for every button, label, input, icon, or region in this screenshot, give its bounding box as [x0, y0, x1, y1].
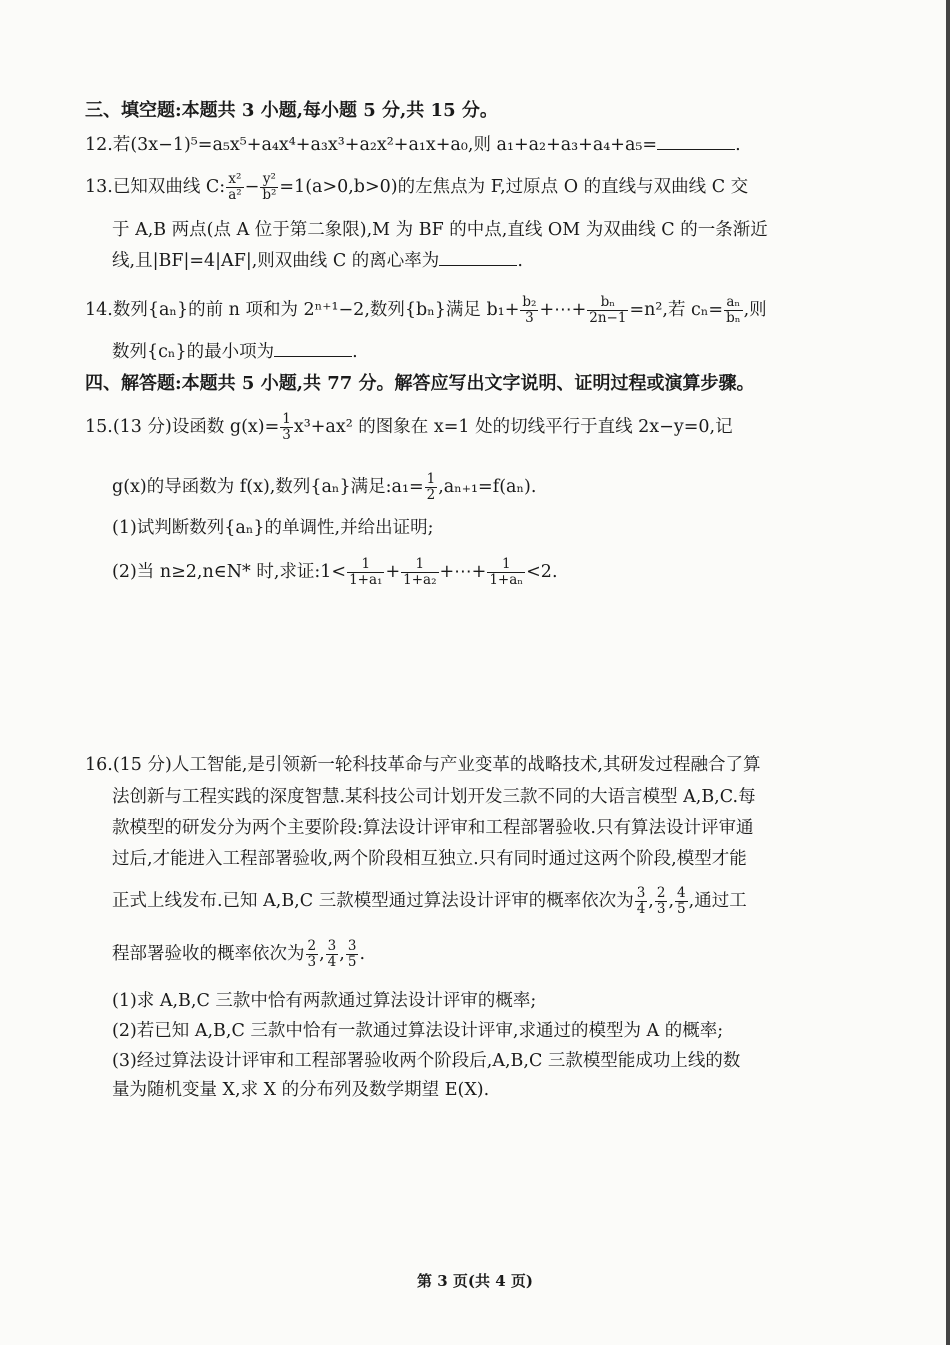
question-14-line1	[85, 295, 872, 326]
q13-frac-y2-b2	[260, 172, 278, 203]
q13-end: .	[517, 251, 523, 271]
frac-den: 5	[347, 954, 357, 970]
frac-den: 3	[307, 954, 317, 970]
frac-den: 2n−1	[589, 310, 627, 326]
frac-den: 5	[677, 901, 686, 917]
q15-frac-1-3	[280, 412, 293, 443]
frac-num: 1	[401, 557, 438, 573]
q14-part-c: ,则	[743, 300, 767, 320]
frac-num: bₙ	[587, 295, 628, 311]
question-13-line1	[85, 172, 872, 203]
question-16-line3: 款模型的研发分为两个主要阶段:算法设计评审和工程部署验收.只有算法设计评审通	[112, 818, 754, 838]
question-16-part2: (2)若已知 A,B,C 三款中恰有一款通过算法设计评审,求通过的模型为 A 的概率;	[112, 1021, 724, 1041]
frac-num: 1	[282, 411, 291, 427]
frac-num: 4	[677, 885, 686, 901]
question-16-line4: 过后,才能进入工程部署验收,两个阶段相互独立.只有同时通过这两个阶段,模型才能	[112, 849, 747, 869]
q16-line5-b: ,通过工	[688, 891, 747, 911]
q14-part-a: 14.数列{aₙ}的前 n 项和为 2ⁿ⁺¹−2,数列{bₙ}满足 b₁+	[85, 300, 520, 320]
q16-pa-1	[635, 886, 648, 917]
q12-text: 12.若(3x−1)⁵=a₅x⁵+a₄x⁴+a₃x³+a₂x²+a₁x+a₀,则 a₁+a₂+a₃+a₄+a₅=	[85, 135, 658, 155]
q14-part-b: =n²,若 cₙ=	[629, 300, 724, 320]
question-16-part3b: 量为随机变量 X,求 X 的分布列及数学期望 E(X).	[112, 1080, 490, 1100]
q13-minus: −	[244, 177, 260, 197]
question-16-line6	[112, 939, 872, 970]
q16-pb-3	[346, 939, 359, 970]
question-13-line3	[112, 248, 872, 274]
question-16-line5	[112, 886, 872, 917]
q15-term-2	[401, 557, 438, 588]
question-16-line1: 16.(15 分)人工智能,是引领新一轮科技革命与产业变革的战略技术,其研发过程融合了算	[85, 755, 761, 775]
frac-num: 1	[347, 557, 384, 573]
q15-part2-a: (2)当 n≥2,n∈N* 时,求证:1<	[112, 562, 347, 582]
q15-term-1	[347, 557, 384, 588]
q15-part-b: x³+ax² 的图象在 x=1 处的切线平行于直线 2x−y=0,记	[293, 417, 733, 437]
frac-den: bₙ	[726, 310, 741, 326]
q12-end: .	[735, 135, 741, 155]
section4-heading: 四、解答题:本题共 5 小题,共 77 分。解答应写出文字说明、证明过程或演算步骤。	[85, 373, 755, 394]
frac-den: b²	[262, 187, 277, 203]
q16-line6-b: .	[359, 944, 366, 964]
frac-den: 1+a₂	[403, 572, 437, 588]
frac-num: x²	[226, 172, 243, 188]
frac-num: 3	[327, 938, 337, 954]
frac-num: 2	[656, 885, 666, 901]
q15-term-n	[487, 557, 525, 588]
frac-den: 4	[636, 901, 646, 917]
q14-mid: +⋯+	[539, 300, 587, 320]
frac-den: 3	[282, 427, 291, 443]
q15-dots: +⋯+	[439, 562, 487, 582]
comma: ,	[648, 891, 654, 911]
q13-suffix: =1(a>0,b>0)的左焦点为 F,过原点 O 的直线与双曲线 C 交	[279, 177, 749, 197]
frac-num: b₂	[522, 294, 537, 310]
question-16-line2: 法创新与工程实践的深度智慧.某科技公司计划开发三款不同的大语言模型 A,B,C.每	[112, 787, 756, 807]
q13-frac-x2-a2	[226, 172, 243, 203]
question-16-part1: (1)求 A,B,C 三款中恰有两款通过算法设计评审的概率;	[112, 991, 537, 1011]
frac-den: 1+aₙ	[489, 572, 524, 588]
q16-pa-3	[675, 886, 688, 917]
q15-part2-b: <2.	[526, 562, 558, 582]
question-16-part3a: (3)经过算法设计评审和工程部署验收两个阶段后,A,B,C 三款模型能成功上线的数	[112, 1051, 741, 1071]
page-footer: 第 3 页(共 4 页)	[417, 1272, 533, 1290]
comma: ,	[668, 891, 675, 911]
question-15-line1	[85, 412, 872, 443]
q15-plus: +	[385, 562, 401, 582]
question-12	[85, 132, 872, 158]
frac-den: 2	[426, 487, 436, 503]
question-15-part1: (1)试判断数列{aₙ}的单调性,并给出证明;	[112, 518, 434, 538]
frac-den: 3	[525, 310, 534, 326]
question-15-line2	[112, 472, 872, 503]
q16-line5-a: 正式上线发布.已知 A,B,C 三款模型通过算法设计评审的概率依次为	[112, 891, 634, 911]
q14-answer-blank[interactable]	[274, 342, 352, 357]
q14-frac-cn	[724, 295, 742, 326]
q16-pb-2	[326, 939, 339, 970]
q14-line2-text: 数列{cₙ}的最小项为	[112, 342, 275, 362]
frac-den: 3	[656, 901, 666, 917]
frac-num: y²	[260, 172, 278, 188]
q16-line6-a: 程部署验收的概率依次为	[112, 944, 305, 964]
section3-heading: 三、填空题:本题共 3 小题,每小题 5 分,共 15 分。	[85, 100, 498, 121]
q12-answer-blank[interactable]	[657, 135, 735, 150]
q14-end: .	[352, 342, 358, 362]
frac-den: 1+a₁	[349, 572, 383, 588]
frac-num: 2	[307, 938, 317, 954]
question-14-line2	[112, 339, 872, 365]
question-15-part2	[112, 557, 872, 588]
q13-line3-text: 线,且|BF|=4|AF|,则双曲线 C 的离心率为	[112, 251, 440, 271]
comma: ,	[339, 944, 345, 964]
q15-part-a: 15.(13 分)设函数 g(x)=	[85, 417, 280, 437]
q13-prefix: 13.已知双曲线 C:	[85, 177, 226, 197]
q16-pa-2	[655, 886, 668, 917]
frac-num: 1	[487, 557, 525, 573]
q15-line2-b: ,aₙ₊₁=f(aₙ).	[438, 477, 537, 497]
comma: ,	[319, 944, 325, 964]
q14-frac-b2-3	[520, 295, 538, 326]
q15-frac-1-2	[425, 472, 438, 503]
frac-den: 4	[327, 954, 337, 970]
frac-num: aₙ	[724, 295, 742, 311]
question-13-line2: 于 A,B 两点(点 A 位于第二象限),M 为 BF 的中点,直线 OM 为双曲线 C 的一条渐近	[112, 220, 768, 240]
q16-pb-1	[306, 939, 319, 970]
frac-num: 3	[636, 885, 646, 901]
frac-den: a²	[228, 187, 242, 203]
q15-line2-a: g(x)的导函数为 f(x),数列{aₙ}满足:a₁=	[112, 477, 424, 497]
page-edge-shadow	[946, 0, 950, 1345]
frac-num: 1	[426, 471, 436, 487]
q13-answer-blank[interactable]	[439, 251, 517, 266]
frac-num: 3	[347, 938, 357, 954]
q14-frac-bn	[587, 295, 628, 326]
